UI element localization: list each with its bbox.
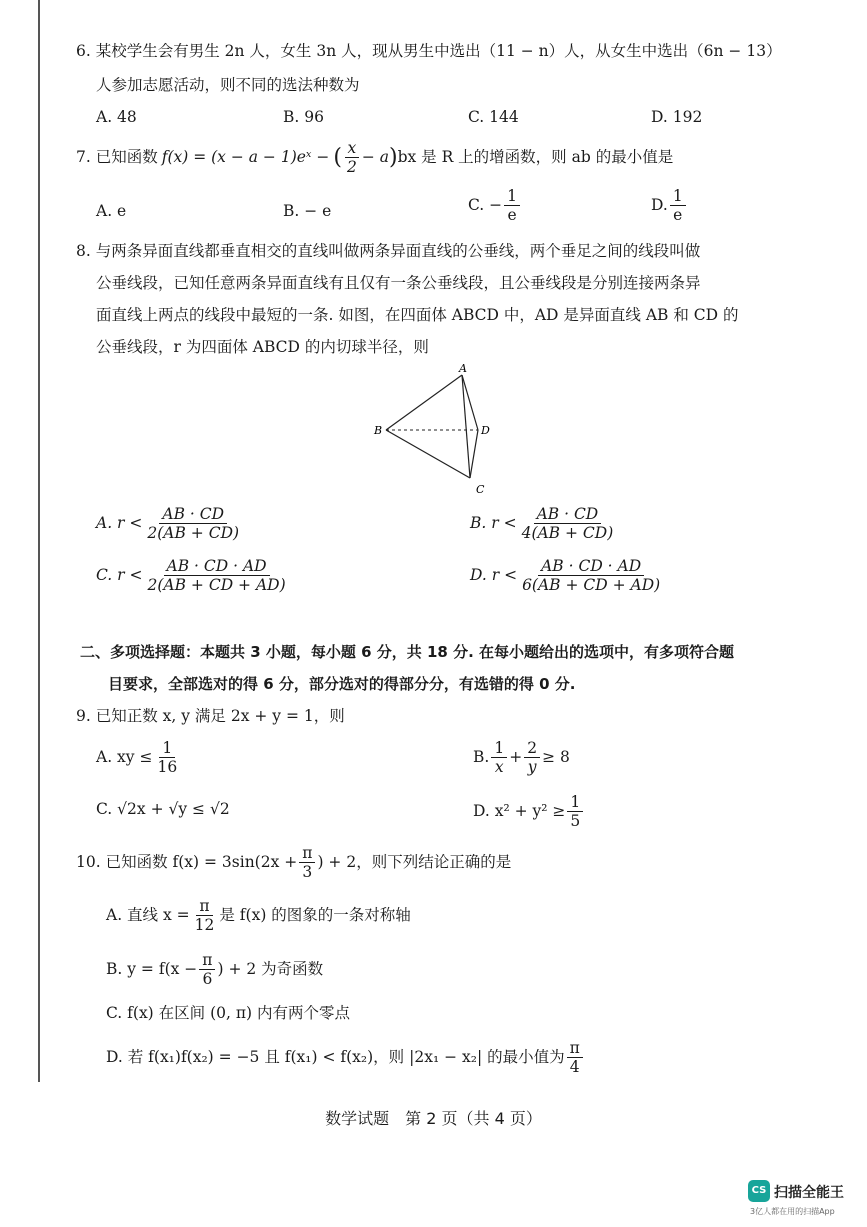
q8-opt-c-frac [145,558,289,594]
q8-opt-b-prefix: B. r < [470,514,517,533]
q10-stem-frac [299,845,315,881]
q7-stem [76,140,673,176]
q9-option-c: C. √2x + √y ≤ √2 [96,800,230,818]
q6-option-c: C. 144 [468,108,519,126]
q10-stem-suffix: ) + 2，则下列结论正确的是 [317,853,512,872]
q10-opt-a-frac [192,898,218,934]
q6-line2: 人参加志愿活动，则不同的选法种数为 [96,76,360,94]
edge-bc [386,430,470,478]
q7-opt-c-num: 1 [504,188,520,206]
q9-opt-b-num1: 1 [491,740,507,758]
q9-opt-b-den1: x [494,758,504,777]
edge-cd [470,430,478,478]
q9-opt-d-den: 5 [570,812,581,831]
q8-opt-c-num: AB · CD · AD [164,558,270,576]
q9-option-a [96,740,182,776]
q8-line3: 面直线上两点的线段中最短的一条. 如图，在四面体 ABCD 中，AD 是异面直线 AB 和 CD 的 [96,306,739,324]
q7-opt-c-frac [504,188,520,224]
q9-opt-a-prefix: A. xy ≤ [96,748,153,767]
q10-opt-a-den: 12 [194,916,215,935]
q7-opt-c-prefix: C. − [468,196,503,215]
q7-after-frac: − a [361,148,389,167]
watermark-subtitle: 3亿人都在用的扫描App [750,1207,835,1216]
q10-stem-prefix: 10. 已知函数 f(x) = 3sin(2x + [76,853,298,872]
q7-opt-c-den: e [507,206,517,225]
label-b: B [374,424,383,437]
q10-stem [76,845,511,881]
q10-opt-b-den: 6 [202,970,213,989]
q7-frac-num: x [345,140,360,158]
q6-line1: 6. 某校学生会有男生 2n 人，女生 3n 人，现从男生中选出（11 − n）人，从女生中选出（6n − 13） [76,42,782,60]
q8-option-d [470,558,665,594]
q7-suffix: bx 是 R 上的增函数，则 ab 的最小值是 [397,148,674,167]
label-c: C [476,483,485,496]
q10-option-d [106,1040,585,1076]
q9-option-b [473,740,570,776]
q7-option-b: B. − e [283,202,332,220]
scanner-watermark [748,1180,858,1220]
label-a: A [459,362,467,375]
q8-option-a [96,506,244,542]
q7-paren-open: ( [333,144,342,170]
q9-opt-b-frac2 [524,740,540,776]
q10-option-a [106,898,411,934]
q8-opt-d-num: AB · CD · AD [538,558,644,576]
q8-opt-c-prefix: C. r < [96,566,143,585]
q10-option-c: C. f(x) 在区间 (0, π) 内有两个零点 [106,1004,351,1022]
q9-opt-b-plus: + [509,748,523,767]
q10-opt-a-suffix: 是 f(x) 的图象的一条对称轴 [219,906,411,925]
q8-opt-a-num: AB · CD [159,506,227,524]
q9-option-d [473,794,585,830]
q10-opt-b-prefix: B. y = f(x − [106,960,198,979]
q10-opt-a-num: π [196,898,212,916]
q9-opt-b-suffix: ≥ 8 [542,748,570,767]
q6-option-b: B. 96 [283,108,324,126]
q7-opt-d-prefix: D. [651,196,668,215]
q9-opt-a-den: 16 [157,758,178,777]
q8-option-b [470,506,618,542]
q9-opt-a-frac [154,740,180,776]
q7-option-d [651,188,688,224]
q8-opt-a-frac [144,506,242,542]
q8-opt-b-den: 4(AB + CD) [521,524,614,543]
q9-opt-b-prefix: B. [473,748,490,767]
q7-func: f(x) = (x − a − 1)eˣ − [161,148,330,167]
tetrahedron-figure [360,360,520,500]
q10-opt-d-prefix: D. 若 f(x₁)f(x₂) = −5 且 f(x₁) < f(x₂)，则 |2x₁ − x₂| 的最小值为 [106,1048,565,1067]
q7-opt-d-frac [670,188,686,224]
q7-option-a: A. e [96,202,127,220]
q8-opt-a-prefix: A. r < [96,514,143,533]
q10-opt-b-frac [199,952,215,988]
q8-option-c [96,558,291,594]
q8-opt-b-num: AB · CD [534,506,602,524]
q9-opt-d-prefix: D. x² + y² ≥ [473,802,566,821]
q7-paren-close: ) [388,144,398,170]
q9-opt-b-frac1 [491,740,507,776]
q6-option-d: D. 192 [651,108,703,126]
q10-opt-d-frac [567,1040,583,1076]
q8-opt-b-frac [519,506,617,542]
q6-option-a: A. 48 [96,108,137,126]
q7-fraction [344,140,360,176]
watermark-name: 扫描全能王 [774,1185,844,1201]
q10-opt-d-den: 4 [569,1058,580,1077]
q8-opt-d-frac [519,558,663,594]
q9-opt-a-num: 1 [159,740,175,758]
q9-stem: 9. 已知正数 x, y 满足 2x + y = 1，则 [76,707,345,725]
section2-line1: 二、多项选择题：本题共 3 小题，每小题 6 分，共 18 分. 在每小题给出的选项中，有多项符合题 [80,643,735,661]
q7-frac-den: 2 [346,158,357,177]
q8-opt-a-den: 2(AB + CD) [147,524,240,543]
q8-opt-d-den: 6(AB + CD + AD) [522,576,661,595]
q10-option-b [106,952,323,988]
q8-opt-c-den: 2(AB + CD + AD) [147,576,286,595]
q7-prefix: 7. 已知函数 [76,148,158,167]
q7-opt-d-den: e [673,206,683,225]
camscanner-logo-icon: CS [748,1180,770,1202]
q8-line1: 8. 与两条异面直线都垂直相交的直线叫做两条异面直线的公垂线，两个垂足之间的线段叫做 [76,242,701,260]
q9-opt-b-num2: 2 [524,740,540,758]
q10-stem-den: 3 [302,863,313,882]
q10-opt-b-num: π [199,952,215,970]
q10-stem-num: π [299,845,315,863]
q7-opt-d-num: 1 [670,188,686,206]
q10-opt-b-suffix: ) + 2 为奇函数 [217,960,324,979]
q10-opt-d-num: π [567,1040,583,1058]
q7-option-c [468,188,522,224]
q8-line4: 公垂线段，r 为四面体 ABCD 的内切球半径，则 [96,338,429,356]
q9-opt-d-num: 1 [567,794,583,812]
q9-opt-d-frac [567,794,583,830]
q8-line2: 公垂线段，已知任意两条异面直线有且仅有一条公垂线段，且公垂线段是分别连接两条异 [96,274,701,292]
q8-opt-d-prefix: D. r < [470,566,518,585]
page-footer: 数学试题 第 2 页（共 4 页） [325,1109,542,1128]
margin-line [38,0,40,1082]
q10-opt-a-prefix: A. 直线 x = [106,906,190,925]
q9-opt-b-den2: y [527,758,537,777]
label-d: D [481,424,490,437]
edge-ab [386,375,462,430]
section2-line2: 目要求，全部选对的得 6 分，部分选对的得部分分，有选错的得 0 分. [108,675,576,693]
